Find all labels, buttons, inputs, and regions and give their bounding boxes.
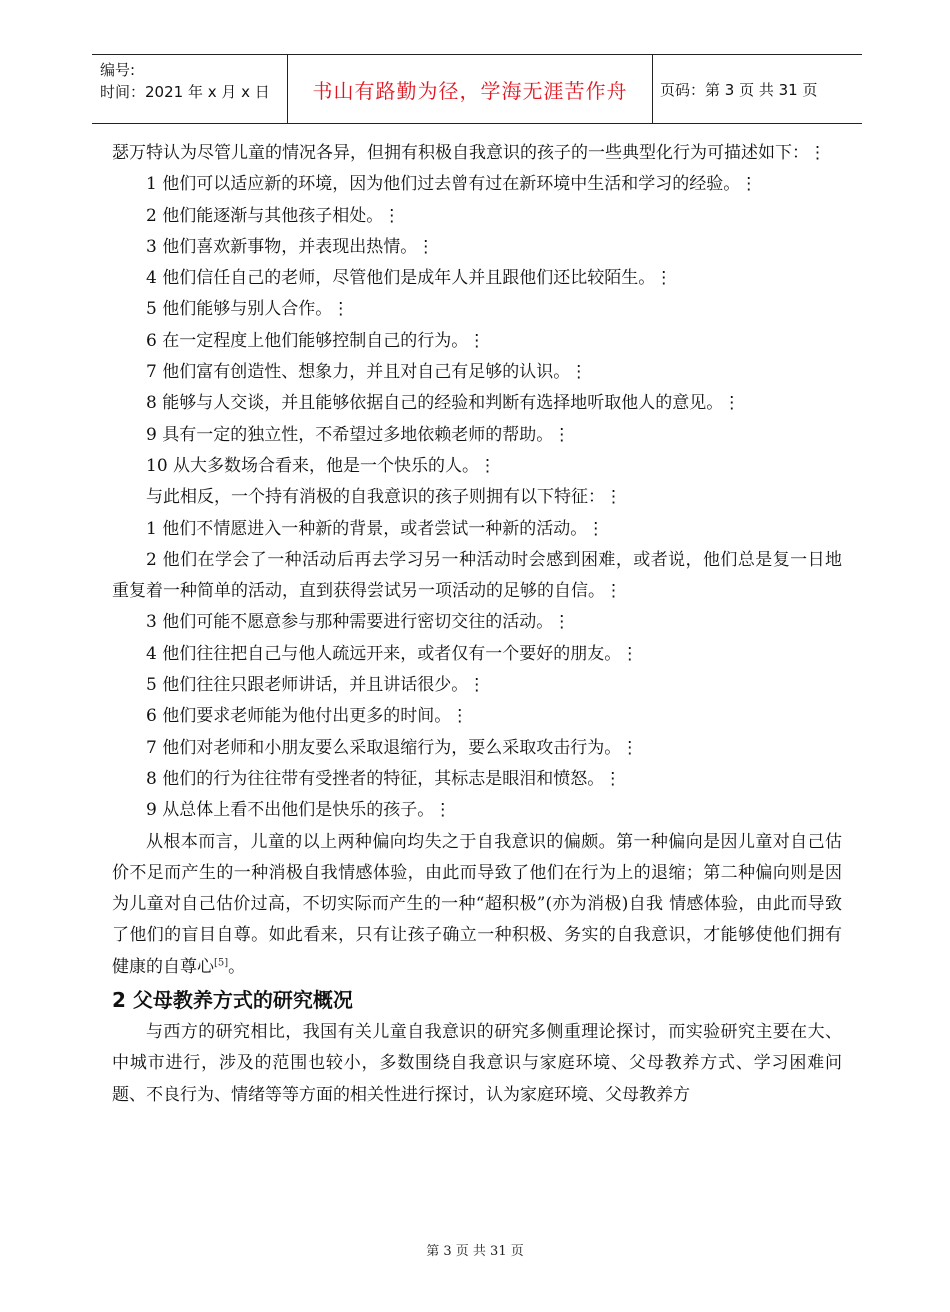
list-item: 4 他们信任自己的老师，尽管他们是成年人并且跟他们还比较陌生。⋮ (146, 268, 673, 289)
header-motto: 书山有路勤为径，学海无涯苦作舟 (312, 78, 628, 103)
paragraph-conclusion (112, 827, 842, 983)
list-item: 1 他们可以适应新的环境，因为他们过去曾有过在新环境中生活和学习的经验。⋮ (146, 174, 758, 195)
conclusion-text: 从根本而言，儿童的以上两种偏向均失之于自我意识的偏颇。第一种偏向是因儿童对自己估价不足而产生的一种消极自我情感体验，由此而导致了他们在行为上的退缩；第二种偏向则是因为儿童对自己估价过高，不切实际而产生的一种“超积极”(亦为消极)自我 情感体验，由此而导致了他们的盲目自尊。如此看来，只有让孩子确立一种积极、务实的自我意识，才能够使他们拥有健康的自尊心 (112, 831, 842, 977)
list-item: 4 他们往往把自己与他人疏远开来，或者仅有一个要好的朋友。⋮ (146, 643, 639, 664)
header-motto-cell (287, 55, 653, 123)
citation-ref[interactable]: [5] (214, 957, 229, 969)
list-item: 3 他们喜欢新事物，并表现出热情。⋮ (146, 236, 435, 257)
section-heading: 2 父母教养方式的研究概况 (112, 988, 353, 1013)
header-meta (100, 59, 270, 103)
list-item: 5 他们能够与别人合作。⋮ (146, 299, 350, 320)
list-item: 8 能够与人交谈，并且能够依据自己的经验和判断有选择地听取他人的意见。⋮ (146, 393, 741, 414)
list-item: 7 他们对老师和小朋友要么采取退缩行为，要么采取攻击行为。⋮ (146, 737, 639, 758)
list-item: 2 他们在学会了一种活动后再去学习另一种活动时会感到困难，或者说，他们总是复一日地重复着一种简单的活动，直到获得尝试另一项活动的足够的自信。⋮ (112, 549, 842, 602)
page-header (92, 54, 862, 124)
list-item: 7 他们富有创造性、想象力，并且对自己有足够的认识。⋮ (146, 362, 588, 383)
conclusion-end: 。 (228, 956, 246, 977)
list-item: 3 他们可能不愿意参与那种需要进行密切交往的活动。⋮ (146, 612, 571, 633)
list-item: 9 从总体上看不出他们是快乐的孩子。⋮ (146, 800, 452, 821)
paragraph-section2: 与西方的研究相比，我国有关儿童自我意识的研究多侧重理论探讨，而实验研究主要在大、中城市进行，涉及的范围也较小，多数围绕自我意识与家庭环境、父母教养方式、学习困难问题、不良行为、情绪等等方面的相关性进行探讨，认为家庭环境、父母教养方 (112, 1022, 842, 1105)
page-footer: 第 3 页 共 31 页 (426, 1244, 524, 1259)
list-item: 1 他们不情愿进入一种新的背景，或者尝试一种新的活动。⋮ (146, 518, 605, 539)
list-item: 6 在一定程度上他们能够控制自己的行为。⋮ (146, 330, 486, 351)
document-body (112, 138, 842, 1111)
paragraph-contrast: 与此相反，一个持有消极的自我意识的孩子则拥有以下特征：⋮ (146, 487, 622, 508)
list-item: 5 他们往往只跟老师讲话，并且讲话很少。⋮ (146, 675, 486, 696)
list-item: 8 他们的行为往往带有受挫者的特征，其标志是眼泪和愤怒。⋮ (146, 768, 622, 789)
list-item: 9 具有一定的独立性，不希望过多地依赖老师的帮助。⋮ (146, 424, 571, 445)
list-item: 2 他们能逐渐与其他孩子相处。⋮ (146, 205, 401, 226)
list-item: 10 从大多数场合看来，他是一个快乐的人。⋮ (146, 455, 497, 476)
paragraph-intro: 瑟万特认为尽管儿童的情况各异，但拥有积极自我意识的孩子的一些典型化行为可描述如下：⋮ (112, 143, 826, 163)
list-item: 6 他们要求老师能为他付出更多的时间。⋮ (146, 706, 469, 727)
time-label: 时间：2021 年 x 月 x 日 (100, 83, 270, 101)
number-label: 编号: (100, 61, 136, 79)
header-page-info: 页码：第 3 页 共 31 页 (660, 80, 818, 99)
